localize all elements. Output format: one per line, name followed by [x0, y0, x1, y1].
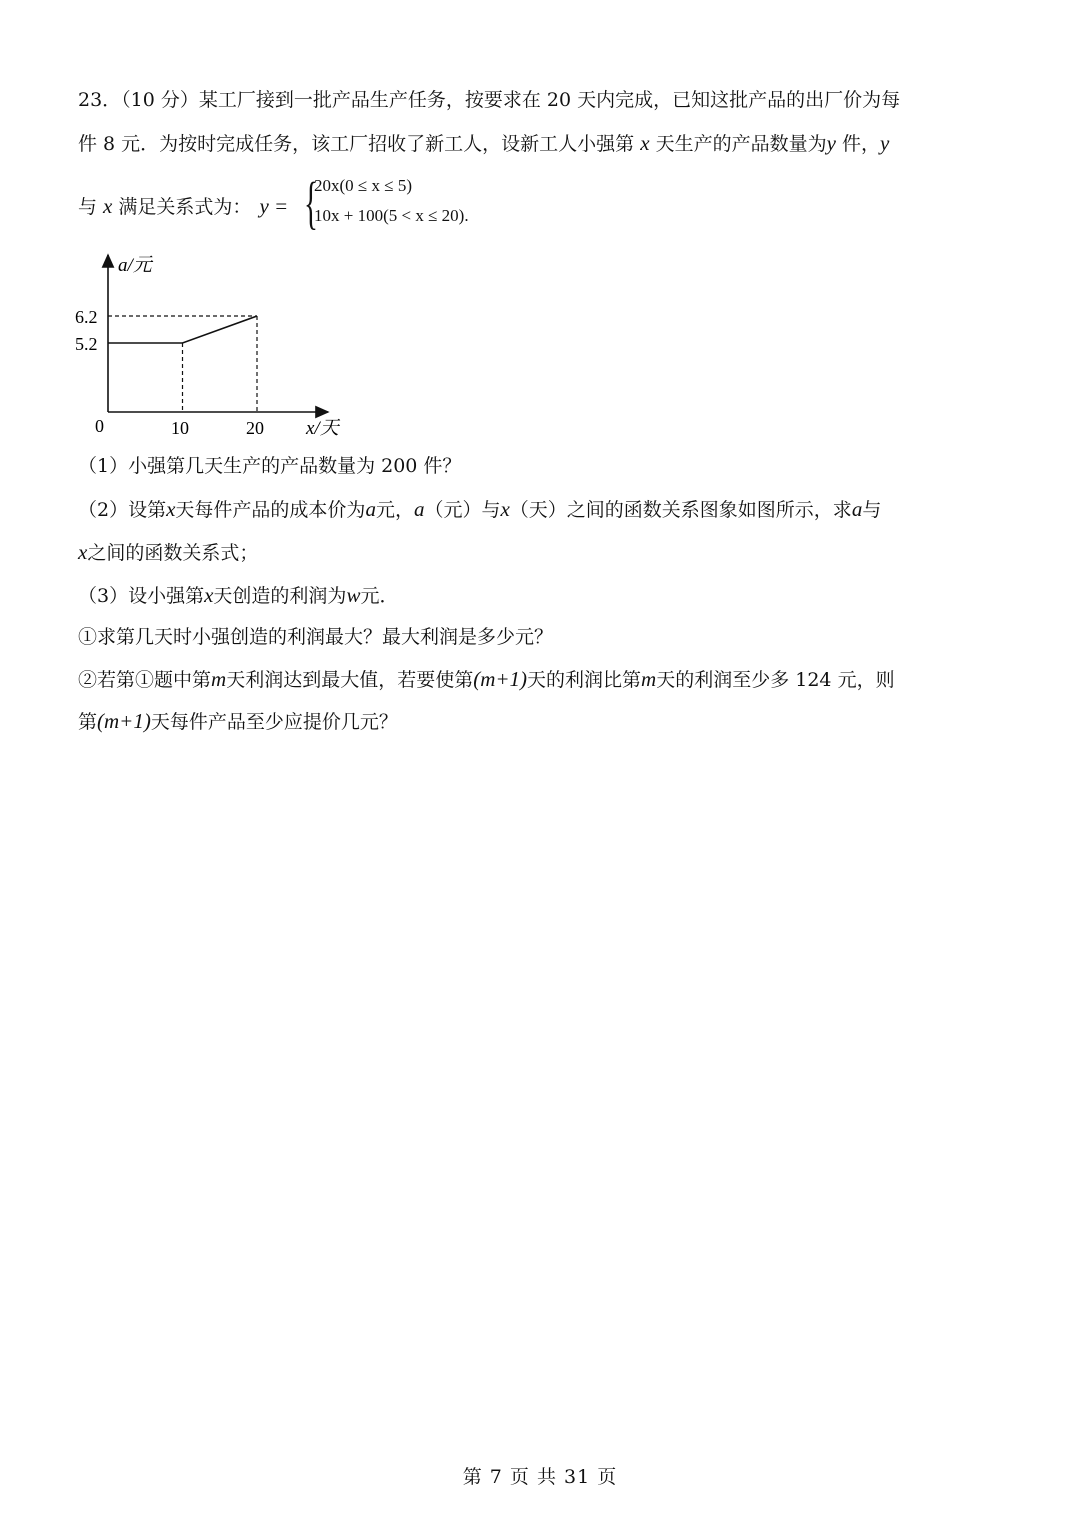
- text: 元，: [375, 499, 414, 521]
- text: 元．: [360, 585, 399, 607]
- piecewise-formula: [304, 170, 514, 235]
- x-axis-label: x/天: [306, 418, 339, 439]
- var-m: m: [641, 667, 657, 691]
- text: 天利润达到最大值，若要使第: [226, 669, 474, 691]
- y-axis-label: a/元: [118, 255, 152, 276]
- formula-case-1: 20x(0 ≤ x ≤ 5): [314, 176, 412, 195]
- var-x: x: [640, 131, 650, 155]
- problem-header: 23．（10 分）某工厂接到一批产品生产任务，按要求在 20 天内完成，已知这批产品的出厂价为每: [78, 89, 901, 111]
- text: 与: [78, 196, 104, 218]
- text: 10x + 100(5 < x ≤ 20): [314, 206, 465, 225]
- var-m-plus-1: (m+1): [473, 667, 528, 691]
- text: 天的利润至少多 124 元，则: [656, 669, 895, 691]
- question-3-2-line-1: [78, 666, 895, 693]
- page-footer: 第 7 页 共 31 页: [462, 1466, 618, 1488]
- var-x: x: [204, 583, 214, 607]
- y-tick-5-2: 5.2: [75, 334, 98, 354]
- y-tick-6-2: 6.2: [75, 307, 98, 327]
- var-x: x: [166, 497, 176, 521]
- problem-line-2: [78, 130, 889, 157]
- text: 第: [78, 711, 98, 733]
- text: 之间的函数关系式；: [87, 542, 259, 564]
- text: （元）与: [424, 499, 501, 521]
- text: 满足关系式为：: [112, 196, 252, 218]
- text: 天的利润比第: [527, 669, 642, 691]
- question-3-1: ①求第几天时小强创造的利润最大？最大利润是多少元？: [78, 626, 554, 648]
- text: 天每件产品至少应提价几元？: [150, 711, 398, 733]
- origin-label: 0: [95, 416, 104, 436]
- question-3-2-line-2: [78, 708, 398, 735]
- text: （3）设小强第: [78, 585, 205, 607]
- var-a: a: [413, 497, 425, 521]
- cost-line: [108, 316, 257, 343]
- text: 天创造的利润为: [213, 585, 347, 607]
- var-y: y: [826, 131, 836, 155]
- formula-period: .: [464, 206, 469, 225]
- question-2-line-1: [78, 496, 881, 523]
- var-m-plus-1: (m+1): [97, 709, 151, 733]
- brace: {: [304, 170, 318, 235]
- text: 天每件产品的成本价为: [175, 499, 366, 521]
- text: （2）设第: [78, 499, 167, 521]
- var-y: y: [879, 131, 890, 155]
- question-3: [78, 582, 398, 609]
- question-1: （1）小强第几天生产的产品数量为 200 件？: [78, 455, 462, 477]
- text: 件 8 元．为按时完成任务，该工厂招收了新工人，设新工人小强第: [78, 133, 641, 155]
- text: 与: [862, 499, 882, 521]
- var-x: x: [78, 540, 88, 564]
- x-tick-10: 10: [171, 418, 189, 438]
- text: 件，: [835, 133, 880, 155]
- var-m: m: [211, 667, 227, 691]
- var-a: a: [365, 497, 376, 521]
- var-a: a: [851, 497, 863, 521]
- text: 天生产的产品数量为: [649, 133, 827, 155]
- cost-graph: [70, 250, 360, 445]
- problem-line-3: [78, 193, 288, 220]
- var-w: w: [346, 583, 361, 607]
- text: ②若第①题中第: [78, 669, 212, 691]
- formula-case-2: [314, 206, 469, 226]
- var-x: x: [103, 194, 113, 218]
- text: （天）之间的函数关系图象如图所示，求: [509, 499, 852, 521]
- x-tick-20: 20: [246, 418, 264, 438]
- var-x: x: [500, 497, 510, 521]
- question-2-line-2: [78, 539, 258, 566]
- formula-lhs: y =: [259, 194, 289, 218]
